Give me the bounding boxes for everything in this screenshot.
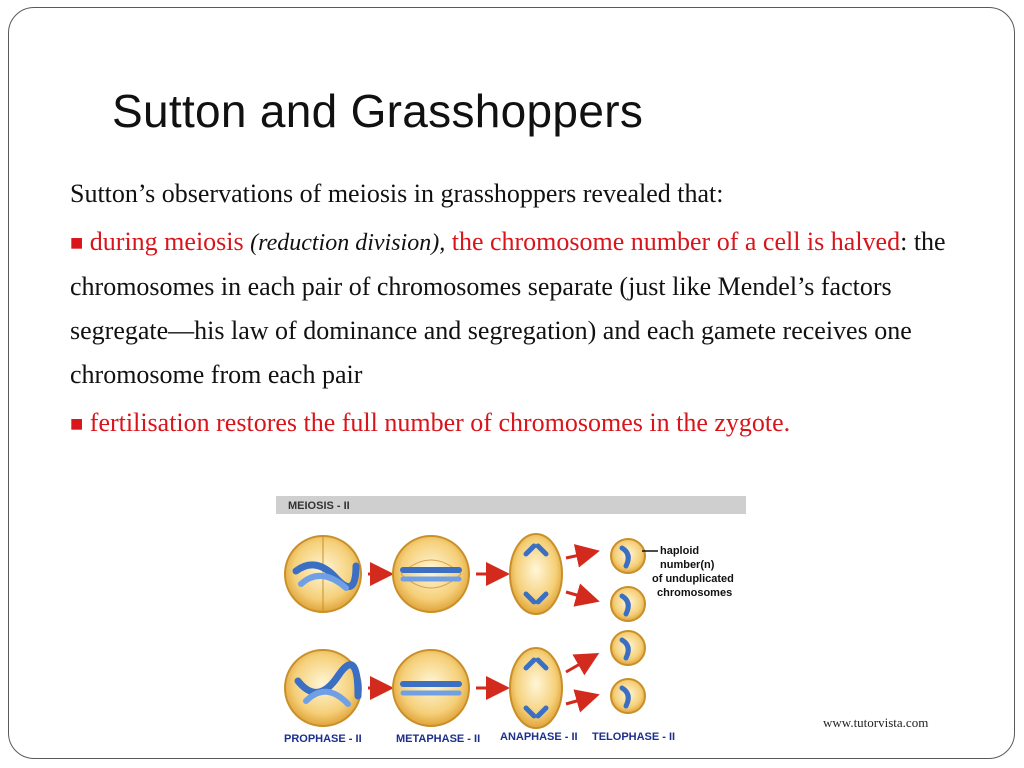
telophase-cell-top-a xyxy=(611,539,645,573)
phase-label-anaphase: ANAPHASE - II xyxy=(500,731,578,743)
annotation xyxy=(652,545,734,599)
meiosis-figure xyxy=(276,496,746,751)
svg-text:number(n): number(n) xyxy=(660,559,715,571)
bullet-1 xyxy=(70,220,950,397)
svg-text:chromosomes: chromosomes xyxy=(657,587,733,599)
metaphase-cell-top xyxy=(393,536,469,612)
svg-text:of unduplicated: of unduplicated xyxy=(652,573,734,585)
meiosis-diagram xyxy=(276,496,746,751)
slide-title: Sutton and Grasshoppers xyxy=(112,85,644,137)
bullet-square-icon: ■ xyxy=(70,230,84,255)
bullet-1-lead: during meiosis xyxy=(89,227,244,256)
source-credit: www.tutorvista.com xyxy=(823,715,929,730)
prophase-cell-bottom xyxy=(285,650,361,726)
bullet-square-icon: ■ xyxy=(70,411,84,436)
prophase-cell-top xyxy=(285,536,361,612)
arrow-icon xyxy=(566,656,594,672)
phase-label-prophase: PROPHASE - II xyxy=(284,733,362,745)
slide-body xyxy=(70,172,950,446)
bullet-2-text: fertilisation restores the full number of chromosomes in the zygote. xyxy=(89,408,791,437)
metaphase-cell-bottom xyxy=(393,650,469,726)
figure-header: MEIOSIS - II xyxy=(288,500,350,512)
anaphase-cell-bottom xyxy=(510,648,562,728)
bullet-1-rest: : the chromosomes in each pair of chromosomes separate (just like Mendel’s factors segregate—his law of dominance and segregation) and each gamete receives one chromosome from each pair xyxy=(70,227,946,389)
telophase-cell-top-b xyxy=(611,587,645,621)
phase-label-metaphase: METAPHASE - II xyxy=(396,733,481,745)
intro-text: Sutton’s observations of meiosis in grasshoppers revealed that: xyxy=(70,179,724,208)
bullet-1-main: the chromosome number of a cell is halved xyxy=(451,227,901,256)
arrow-icon xyxy=(566,552,594,558)
arrow-icon xyxy=(566,592,594,600)
bullet-2 xyxy=(70,401,950,446)
telophase-cell-bottom-b xyxy=(611,679,645,713)
arrow-icon xyxy=(566,696,594,704)
svg-text:haploid: haploid xyxy=(660,545,700,557)
anaphase-cell-top xyxy=(510,534,562,614)
phase-label-telophase: TELOPHASE - II xyxy=(592,731,676,743)
bullet-1-paren: (reduction division), xyxy=(250,230,446,256)
telophase-cell-bottom-a xyxy=(611,631,645,665)
